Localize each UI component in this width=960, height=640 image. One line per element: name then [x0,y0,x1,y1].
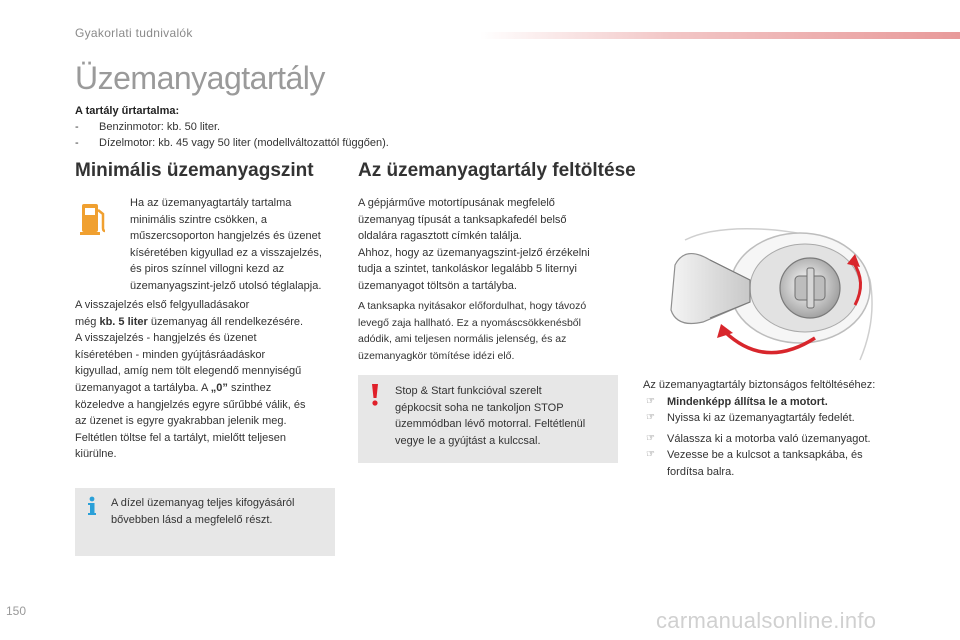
filling-heading: Az üzemanyagtartály feltöltése [358,160,636,181]
header-decor-bar [480,32,960,39]
step-text: Válassza ki a motorba való üzemanyagot. [667,432,871,445]
body-line: Feltétlen töltse fel a tartályt, mielőtt teljesen [75,431,286,444]
filling-paragraph-1 [358,195,628,295]
step-item [643,394,943,411]
watermark: carmanualsonline.info [656,608,877,633]
warning-text [395,383,585,449]
page-number: 150 [6,604,27,618]
warning-line: Stop & Start funkcióval szerelt [395,385,542,397]
capacity-label: A tartály űrtartalma: [75,105,180,117]
step-text: fordítsa balra. [667,465,735,478]
icon-text-line: minimális szintre csökken, a [130,213,267,226]
info-line: A dízel üzemanyag teljes kifogyásáról [111,497,295,509]
body-line: közeledve a hangjelzés egyre sűrűbbé válik, és [75,398,306,411]
filling-line: A gépjárműve motortípusának megfelelő [358,197,555,209]
warning-line: vegye le a gyújtást a kulccsal. [395,434,541,447]
page-title: Üzemanyagtartály [75,60,325,96]
body-line: A visszajelzés első felgyulladásakor [75,299,250,311]
arrow-right-icon: ☞ [646,449,655,461]
filling-line: levegő zaja hallható. Ez a nyomáscsökkenésből [358,316,581,329]
warning-line: gépkocsit soha ne tankoljon STOP [395,401,564,414]
body-line: az üzenet is egyre gyakrabban jelenik meg. [75,415,287,428]
icon-text-line: kíséretében kigyullad ez a visszajelzés, [130,246,322,259]
step-item [643,447,943,464]
arrow-right-icon: ☞ [646,432,655,444]
min-level-heading: Minimális üzemanyagszint [75,160,314,181]
procedure-steps [643,394,943,481]
body-line-bold: „0” [210,381,228,394]
filling-line: üzemanyagot töltsön a tartályba. [358,279,517,292]
step-item [643,410,943,427]
capacity-line-petrol [75,121,220,133]
exclamation-icon [368,383,382,407]
body-line [75,314,345,331]
icon-text-line: műszercsoporton hangjelzés és üzenet [130,230,321,243]
section-header: Gyakorlati tudnivalók [75,26,193,40]
dash: - [75,121,79,133]
procedure-intro: Az üzemanyagtartály biztonságos feltöltéséhez: [643,379,876,391]
step-text: Vezesse be a kulcsot a tanksapkába, és [667,449,863,462]
icon-text-line: üzemanyagszint-jelző utolsó téglalapja. [130,279,322,292]
step-item-continuation [643,464,943,481]
step-text: Mindenképp állítsa le a motort. [667,395,828,408]
info-line: bővebben lásd a megfelelő részt. [111,513,273,526]
body-line: A visszajelzés - hangjelzés és üzenet [75,332,257,345]
fuel-flap-illustration [655,220,890,370]
min-level-body [75,297,345,463]
filling-line: üzemanyagkör tömítése idézi elő. [358,349,515,362]
body-line-part: üzemanyag áll rendelkezésére. [147,315,304,328]
icon-text-line: Ha az üzemanyagtartály tartalma [130,197,292,209]
filling-line: üzemanyag típusát a tanksapkafedél belső [358,213,567,226]
step-item [643,431,943,448]
capacity-diesel-text: Dízelmotor: kb. 45 vagy 50 liter (modellváltozattól függően). [99,137,389,149]
filling-line: A tanksapka nyitásakor előfordulhat, hogy távozó [358,300,587,312]
body-line-part: üzemanyagot a tartályba. A [75,381,211,394]
info-icon [85,496,99,516]
body-line: kiürülne. [75,448,117,461]
capacity-line-diesel [75,137,389,149]
body-line: kíséretében - minden gyújtásráadáskor [75,348,266,361]
body-line-part: szinthez [227,381,272,394]
warning-line: üzemmódban lévő motorral. Feltétlenül [395,418,586,431]
fuel-pump-icon [80,200,108,236]
min-level-icon-text [130,195,322,295]
arrow-right-icon: ☞ [646,412,655,424]
filling-line: oldalára ragasztott címkén találja. [358,230,522,243]
arrow-right-icon: ☞ [646,395,655,407]
filling-line: tudja a szintet, tankoláskor legalább 5 liternyi [358,263,577,276]
dash: - [75,137,79,149]
filling-paragraph-2 [358,298,628,364]
icon-text-line: és piros színnel villogni kezd az [130,263,285,276]
body-line: kigyullad, amíg nem tölt elegendő mennyiségű [75,365,302,378]
body-line [75,380,345,397]
step-text: Nyissa ki az üzemanyagtartály fedelét. [667,412,855,425]
filling-line: Ahhoz, hogy az üzemanyagszint-jelző érzékelni [358,246,590,259]
procedure [643,377,943,481]
filling-line: adódik, ami teljesen normális jelenség, és az [358,333,567,346]
info-text [111,495,294,528]
capacity-petrol-text: Benzinmotor: kb. 50 liter. [99,121,221,133]
body-line-part: még [75,315,100,328]
body-line-bold: kb. 5 liter [99,315,148,328]
